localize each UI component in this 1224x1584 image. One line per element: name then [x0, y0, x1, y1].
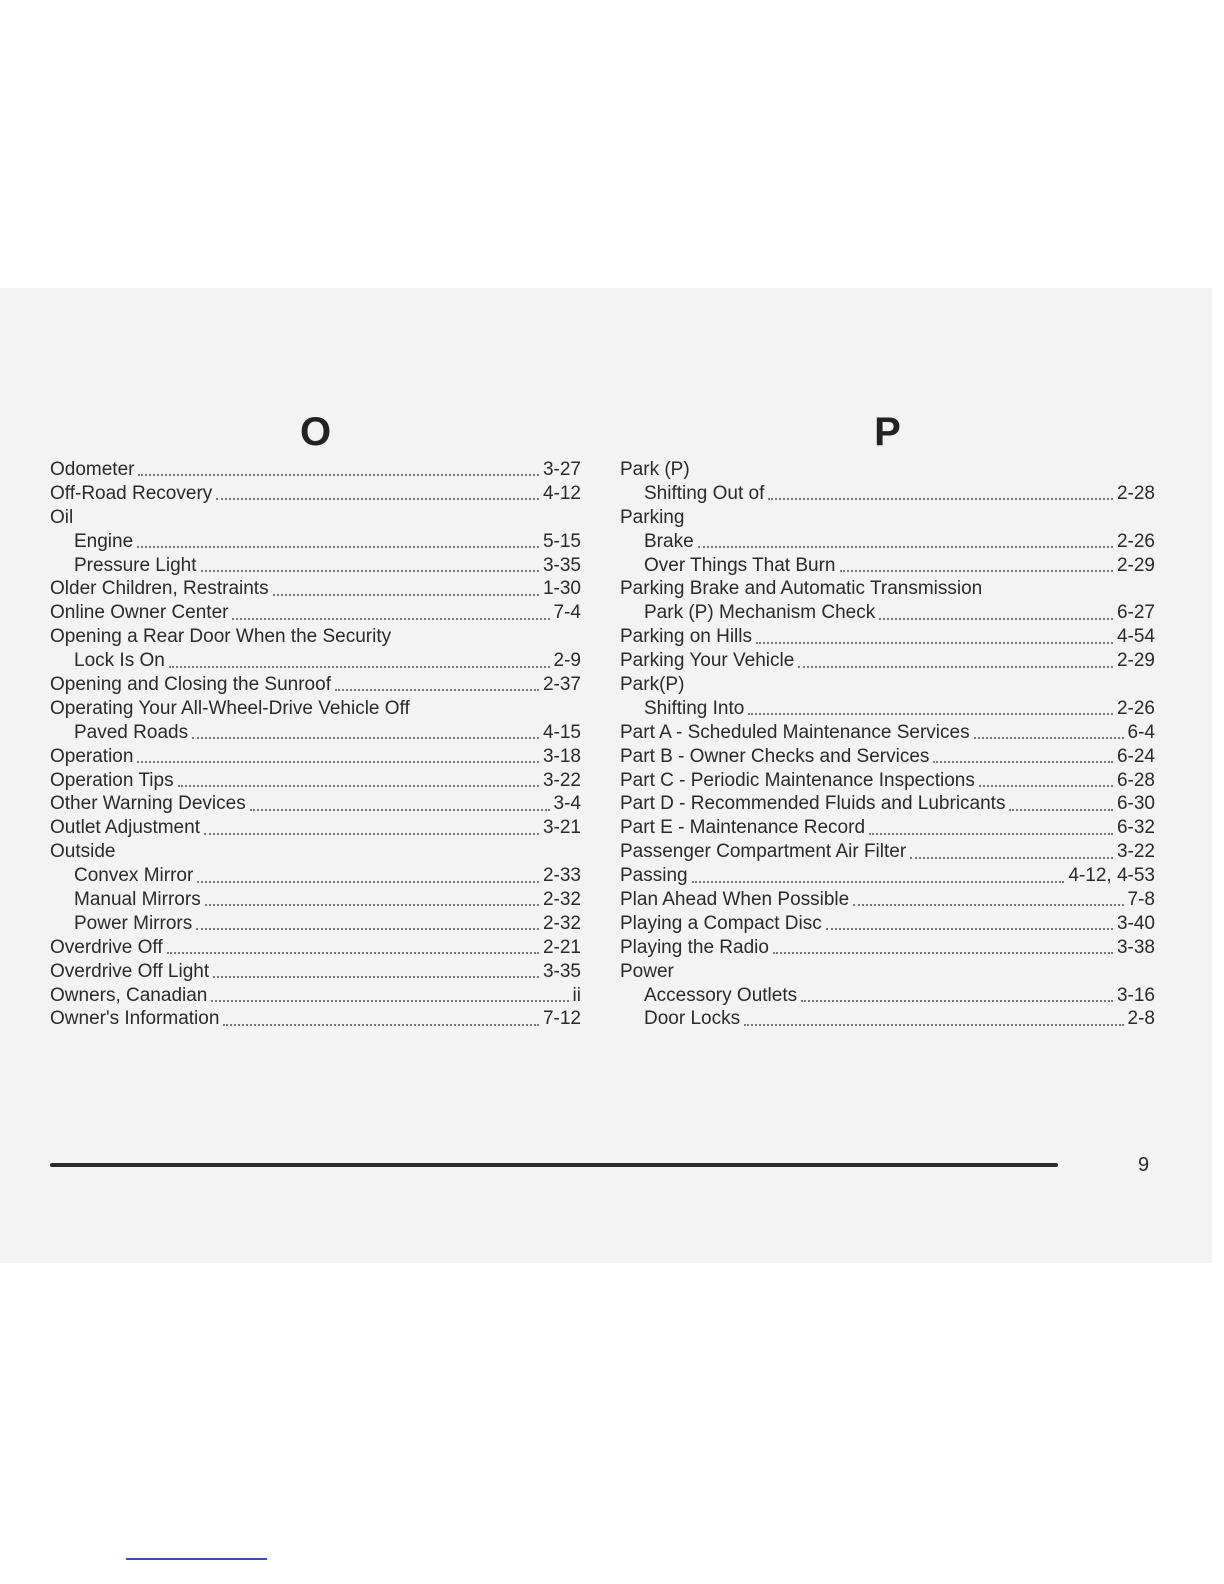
- entry-page-ref: 3-27: [542, 459, 581, 480]
- dot-leader: [1009, 808, 1113, 811]
- entry-page-ref: 3-22: [542, 769, 581, 791]
- index-entry: [50, 912, 581, 936]
- entry-label: Convex Mirror: [74, 865, 194, 887]
- entry-label: Other Warning Devices: [50, 793, 246, 815]
- index-entry: [50, 816, 581, 840]
- entry-page-ref: 1-30: [542, 578, 581, 600]
- index-entry: [50, 577, 581, 601]
- entry-page-ref: 3-35: [542, 960, 581, 982]
- entry-page-ref: 2-33: [542, 865, 581, 887]
- index-heading: [620, 506, 1155, 530]
- section-letter-o: O: [299, 410, 332, 454]
- entry-label: Parking Your Vehicle: [620, 650, 795, 672]
- entry-label: Owners, Canadian: [50, 984, 208, 1006]
- index-entries-p: [620, 458, 1155, 1031]
- index-entry: [50, 1007, 581, 1031]
- entry-page-ref: ii: [572, 984, 581, 1006]
- entry-page-ref: 2-29: [1116, 650, 1155, 672]
- entry-label: Passing: [620, 865, 688, 887]
- index-entry: [620, 601, 1155, 625]
- entry-page-ref: 4-54: [1116, 626, 1155, 648]
- dot-leader: [201, 569, 539, 572]
- index-entry: [50, 936, 581, 960]
- entry-page-ref: 7-8: [1127, 889, 1155, 911]
- entry-page-ref: 6-30: [1116, 793, 1155, 815]
- index-entry: [620, 864, 1155, 888]
- dot-leader: [167, 951, 539, 954]
- entry-page-ref: 2-29: [1116, 554, 1155, 576]
- dot-leader: [748, 712, 1113, 715]
- entry-page-ref: 4-12: [542, 482, 581, 504]
- entry-page-ref: 4-12, 4-53: [1068, 865, 1155, 887]
- index-heading: [50, 840, 581, 864]
- entry-label: Playing a Compact Disc: [620, 912, 822, 934]
- index-heading: [50, 625, 581, 649]
- dot-leader: [178, 784, 539, 787]
- entry-label: Pressure Light: [74, 554, 197, 576]
- dot-leader: [692, 880, 1065, 883]
- entry-label: Owner's Information: [50, 1008, 220, 1030]
- entry-label: Passenger Compartment Air Filter: [620, 841, 907, 863]
- index-entry: [620, 816, 1155, 840]
- entry-label: Part C - Periodic Maintenance Inspections: [620, 769, 975, 791]
- dot-leader: [798, 665, 1113, 668]
- index-entry: [620, 554, 1155, 578]
- index-entry: [50, 792, 581, 816]
- entry-page-ref: 3-22: [1116, 841, 1155, 863]
- index-entry: [50, 673, 581, 697]
- dot-leader: [335, 688, 539, 691]
- entry-label: Outside: [50, 841, 116, 863]
- section-letter-p: P: [874, 410, 901, 454]
- entry-label: Operating Your All-Wheel-Drive Vehicle Off: [50, 697, 410, 719]
- entry-label: Shifting Into: [644, 697, 745, 719]
- entry-page-ref: 2-8: [1127, 1008, 1155, 1030]
- dot-leader: [801, 999, 1113, 1002]
- entry-page-ref: 2-9: [553, 650, 581, 672]
- index-entry: [50, 888, 581, 912]
- index-entry: [620, 888, 1155, 912]
- entry-label: Lock Is On: [74, 650, 165, 672]
- entry-label: Brake: [644, 530, 694, 552]
- index-entry: [620, 912, 1155, 936]
- entry-page-ref: 4-15: [542, 721, 581, 743]
- entry-label: Engine: [74, 530, 134, 552]
- entry-label: Parking: [620, 506, 685, 528]
- index-entry: [620, 936, 1155, 960]
- entry-label: Part E - Maintenance Record: [620, 817, 866, 839]
- dot-leader: [933, 760, 1113, 763]
- bottom-edge-line: [126, 1558, 267, 1560]
- entry-page-ref: 3-18: [542, 745, 581, 767]
- entry-page-ref: 3-4: [553, 793, 581, 815]
- index-entry: [620, 530, 1155, 554]
- index-entry: [50, 864, 581, 888]
- index-heading: [620, 577, 1155, 601]
- entry-label: Parking on Hills: [620, 626, 752, 648]
- entry-page-ref: 2-26: [1116, 697, 1155, 719]
- entry-label: Operation Tips: [50, 769, 174, 791]
- entry-page-ref: 6-32: [1116, 817, 1155, 839]
- entry-label: Parking Brake and Automatic Transmission: [620, 578, 983, 600]
- index-heading: [620, 673, 1155, 697]
- dot-leader: [869, 832, 1113, 835]
- entry-page-ref: 6-28: [1116, 769, 1155, 791]
- index-entry: [50, 769, 581, 793]
- entry-label: Oil: [50, 506, 74, 528]
- index-heading: [620, 458, 1155, 482]
- entry-label: Park (P) Mechanism Check: [644, 602, 876, 624]
- dot-leader: [204, 832, 539, 835]
- index-entry: [620, 840, 1155, 864]
- entry-page-ref: 5-15: [542, 530, 581, 552]
- dot-leader: [698, 545, 1113, 548]
- index-entry: [50, 601, 581, 625]
- dot-leader: [169, 665, 550, 668]
- index-entry: [50, 984, 581, 1008]
- entry-label: Opening and Closing the Sunroof: [50, 674, 331, 696]
- index-entry: [620, 984, 1155, 1008]
- entry-page-ref: 6-24: [1116, 745, 1155, 767]
- entry-page-ref: 3-40: [1116, 912, 1155, 934]
- entry-label: Plan Ahead When Possible: [620, 889, 850, 911]
- index-entry: [50, 721, 581, 745]
- dot-leader: [232, 617, 549, 620]
- entry-label: Odometer: [50, 459, 135, 480]
- index-heading: [50, 506, 581, 530]
- entry-page-ref: 3-21: [542, 817, 581, 839]
- index-heading: [50, 697, 581, 721]
- entry-page-ref: 3-16: [1116, 984, 1155, 1006]
- dot-leader: [137, 545, 539, 548]
- dot-leader: [853, 903, 1123, 906]
- dot-leader: [768, 497, 1113, 500]
- index-entry: [50, 482, 581, 506]
- dot-leader: [197, 880, 539, 883]
- dot-leader: [974, 736, 1124, 739]
- entry-page-ref: 7-4: [553, 602, 581, 624]
- entry-label: Operation: [50, 745, 134, 767]
- dot-leader: [216, 497, 539, 500]
- index-entry: [620, 649, 1155, 673]
- entry-label: Power: [620, 960, 674, 982]
- entry-label: Online Owner Center: [50, 602, 229, 624]
- entry-page-ref: 6-27: [1116, 602, 1155, 624]
- entry-label: Older Children, Restraints: [50, 578, 269, 600]
- entry-label: Part B - Owner Checks and Services: [620, 745, 930, 767]
- entry-page-ref: 2-32: [542, 889, 581, 911]
- entry-page-ref: 7-12: [542, 1008, 581, 1030]
- entry-label: Park(P): [620, 674, 685, 696]
- index-heading: [620, 960, 1155, 984]
- dot-leader: [213, 975, 539, 978]
- entry-page-ref: 2-37: [542, 674, 581, 696]
- entry-page-ref: 2-26: [1116, 530, 1155, 552]
- dot-leader: [223, 1023, 539, 1026]
- index-entry: [620, 482, 1155, 506]
- index-entry: [620, 745, 1155, 769]
- index-entry: [50, 554, 581, 578]
- index-entry: [620, 769, 1155, 793]
- dot-leader: [138, 473, 538, 476]
- index-entry: [620, 1007, 1155, 1031]
- entry-page-ref: 3-35: [542, 554, 581, 576]
- entry-label: Door Locks: [644, 1008, 741, 1030]
- entry-label: Power Mirrors: [74, 912, 193, 934]
- entry-page-ref: 2-32: [542, 912, 581, 934]
- index-entry: [620, 792, 1155, 816]
- dot-leader: [826, 927, 1113, 930]
- entry-label: Part A - Scheduled Maintenance Services: [620, 721, 970, 743]
- dot-leader: [250, 808, 550, 811]
- entry-label: Playing the Radio: [620, 936, 769, 958]
- entry-label: Shifting Out of: [644, 482, 765, 504]
- entry-page-ref: 2-21: [542, 936, 581, 958]
- entry-page-ref: 2-28: [1116, 482, 1155, 504]
- index-entry: [50, 530, 581, 554]
- dot-leader: [192, 736, 539, 739]
- dot-leader: [756, 641, 1113, 644]
- entry-page-ref: 6-4: [1127, 721, 1155, 743]
- dot-leader: [773, 951, 1113, 954]
- entry-label: Accessory Outlets: [644, 984, 798, 1006]
- entry-label: Overdrive Off Light: [50, 960, 210, 982]
- index-entries-o: [50, 458, 581, 1031]
- dot-leader: [744, 1023, 1123, 1026]
- entry-label: Paved Roads: [74, 721, 189, 743]
- entry-label: Manual Mirrors: [74, 889, 201, 911]
- index-entry: [620, 625, 1155, 649]
- page-number: 9: [1138, 1154, 1150, 1176]
- dot-leader: [211, 999, 568, 1002]
- dot-leader: [137, 760, 539, 763]
- entry-label: Outlet Adjustment: [50, 817, 200, 839]
- dot-leader: [840, 569, 1113, 572]
- entry-page-ref: 3-38: [1116, 936, 1155, 958]
- dot-leader: [273, 593, 539, 596]
- index-section-p: [620, 408, 1155, 1031]
- footer-rule: [50, 1163, 1058, 1167]
- entry-label: Overdrive Off: [50, 936, 163, 958]
- index-section-o: [50, 408, 581, 1031]
- dot-leader: [879, 617, 1113, 620]
- entry-label: Opening a Rear Door When the Security: [50, 626, 392, 648]
- dot-leader: [205, 903, 539, 906]
- entry-label: Part D - Recommended Fluids and Lubricants: [620, 793, 1006, 815]
- index-entry: [620, 697, 1155, 721]
- index-entry: [620, 721, 1155, 745]
- index-entry: [50, 745, 581, 769]
- index-entry: [50, 960, 581, 984]
- entry-label: Over Things That Burn: [644, 554, 836, 576]
- dot-leader: [979, 784, 1113, 787]
- entry-label: Park (P): [620, 459, 690, 480]
- dot-leader: [196, 927, 539, 930]
- index-entry: [50, 458, 581, 482]
- entry-label: Off-Road Recovery: [50, 482, 213, 504]
- dot-leader: [910, 856, 1113, 859]
- index-entry: [50, 649, 581, 673]
